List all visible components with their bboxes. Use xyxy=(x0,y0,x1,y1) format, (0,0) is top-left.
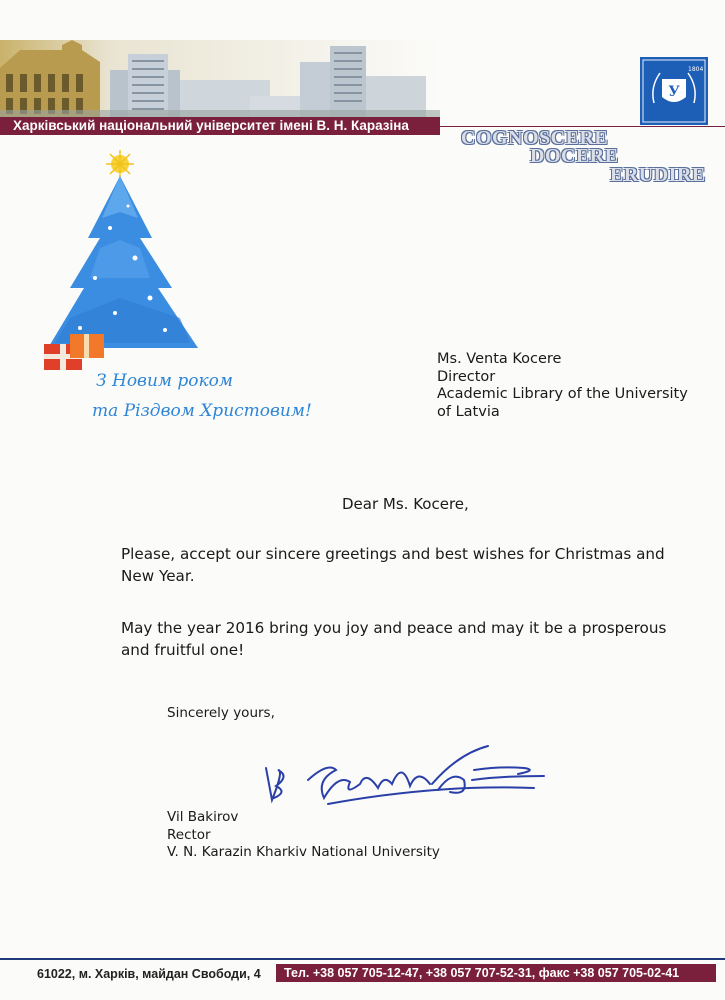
signer-org: V. N. Karazin Kharkiv National University xyxy=(167,844,440,860)
recipient-name: Ms. Venta Kocere xyxy=(437,351,562,367)
letter-paragraph-2: May the year 2016 bring you joy and peace and may it be a prosperous and fruitful one! xyxy=(121,619,667,659)
star-icon xyxy=(106,150,134,178)
motto-erudire: ERUDIRE xyxy=(610,164,706,186)
university-crest-logo xyxy=(640,57,708,125)
signer-block xyxy=(167,809,440,862)
christmas-tree-illustration xyxy=(40,148,210,378)
handwritten-signature xyxy=(238,740,548,820)
recipient-org-line-1: Academic Library of the University xyxy=(437,386,688,402)
recipient-title: Director xyxy=(437,368,496,385)
letter-paragraph-1: Please, accept our sincere greetings and best wishes for Christmas and New Year. xyxy=(121,545,665,585)
footer-contacts: Тел. +38 057 705-12-47, +38 057 707-52-31, факс +38 057 705-02-41 xyxy=(276,964,716,982)
recipient-address xyxy=(437,351,688,421)
header-photo-campus xyxy=(0,40,440,118)
greeting-line-1: З Новим роком xyxy=(96,371,233,391)
salutation: Dear Ms. Kocere, xyxy=(342,495,469,513)
signer-name: Vil Bakirov xyxy=(167,809,239,825)
recipient-org-line-2: of Latvia xyxy=(437,403,500,420)
closing-phrase: Sincerely yours, xyxy=(167,705,275,721)
motto-docere: DOCERE xyxy=(530,145,619,167)
crest-year: 1804 xyxy=(688,66,704,73)
greeting-handwritten xyxy=(90,362,350,432)
footer-address: 61022, м. Харків, майдан Свободи, 4 xyxy=(37,967,261,981)
signer-title: Rector xyxy=(167,826,211,843)
greeting-line-2: та Різдвом Христовим! xyxy=(92,401,312,421)
university-name-band: Харківський національний університет імені В. Н. Каразіна xyxy=(0,117,440,135)
crest-letter: У xyxy=(668,84,680,100)
motto-cognoscere: COGNOSCERE xyxy=(461,127,609,149)
footer-rule-line xyxy=(0,958,725,960)
